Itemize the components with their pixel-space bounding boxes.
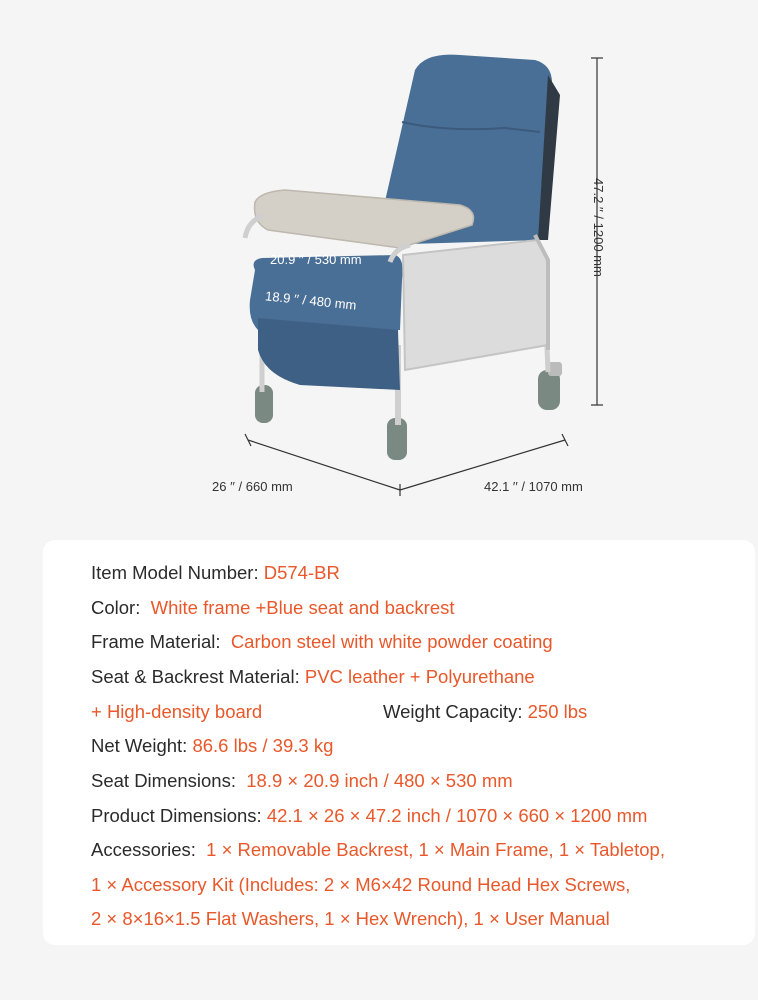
spec-frame-material: Frame Material: Carbon steel with white powder coating (91, 631, 553, 652)
side-panel (403, 240, 548, 370)
spec-accessories-cont-1: 1 × Accessory Kit (Includes: 2 × M6×42 Round Head Hex Screws, (91, 874, 631, 895)
height-dimension-label: 47.2 ′′ / 1200 mm (591, 178, 606, 277)
spec-seat-material: Seat & Backrest Material: PVC leather + Polyurethane (91, 666, 535, 687)
spec-seat-dimensions: Seat Dimensions: 18.9 × 20.9 inch / 480 × 530 mm (91, 770, 513, 791)
specifications-card (43, 540, 755, 945)
spec-weight-capacity: Weight Capacity: 250 lbs (383, 701, 588, 722)
seat-width-label: 18.9 ′′ / 480 mm (264, 288, 358, 313)
spec-seat-material-cont: + High-density board (91, 701, 263, 722)
spec-model: Item Model Number: D574-BR (91, 562, 340, 583)
width-dimension-label: 42.1 ′′ / 1070 mm (484, 479, 583, 494)
spec-color: Color: White frame +Blue seat and backrest (91, 597, 455, 618)
footrest (258, 318, 400, 390)
spec-product-dimensions: Product Dimensions: 42.1 × 26 × 47.2 inch / 1070 × 660 × 1200 mm (91, 805, 648, 826)
spec-accessories-cont-2: 2 × 8×16×1.5 Flat Washers, 1 × Hex Wrench), 1 × User Manual (91, 908, 610, 929)
spec-net-weight: Net Weight: 86.6 lbs / 39.3 kg (91, 735, 334, 756)
spec-accessories: Accessories: 1 × Removable Backrest, 1 × Main Frame, 1 × Tabletop, (91, 839, 665, 860)
depth-dimension-label: 26 ′′ / 660 mm (212, 479, 293, 494)
seat-depth-label: 20.9 ′′ / 530 mm (270, 252, 362, 267)
